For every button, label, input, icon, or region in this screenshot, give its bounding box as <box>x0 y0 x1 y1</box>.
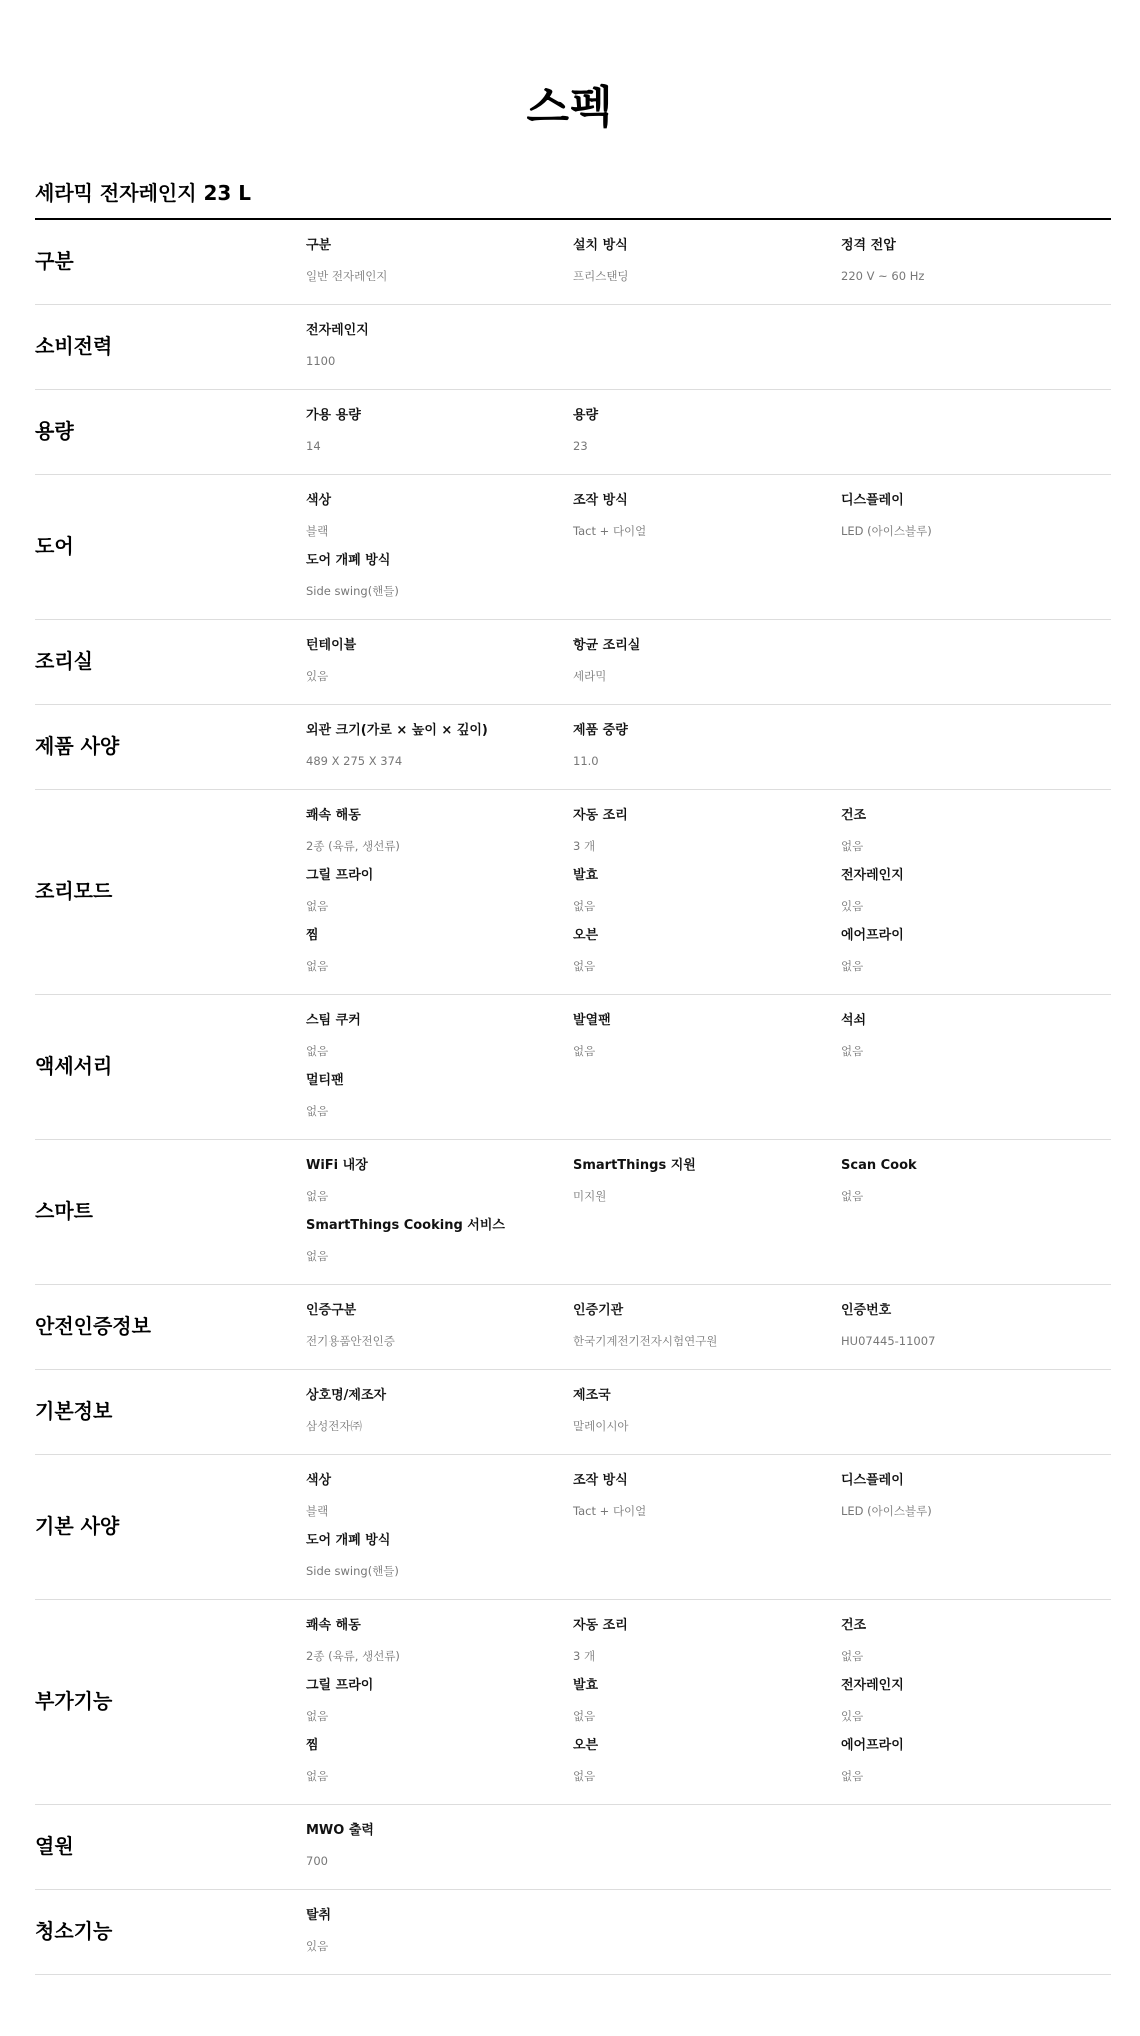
spec-row-label: 조리모드 <box>35 879 113 903</box>
spec-item-name: 정격 전압 <box>841 238 896 253</box>
spec-item-name: 그릴 프라이 <box>306 868 374 883</box>
spec-item-name: 색상 <box>306 1473 332 1488</box>
spec-item-name: 조작 방식 <box>573 1473 628 1488</box>
spec-item <box>573 1736 841 1786</box>
spec-item <box>573 806 841 856</box>
spec-row <box>35 1890 1111 1975</box>
spec-item-name: 인증기관 <box>573 1303 624 1318</box>
spec-item <box>306 491 573 541</box>
spec-row-items <box>306 721 1111 771</box>
spec-item-value: 삼성전자㈜ <box>306 1419 362 1433</box>
spec-item-value: 23 <box>573 439 588 453</box>
spec-row-items <box>306 636 1111 686</box>
spec-item-name: 에어프라이 <box>841 928 904 943</box>
spec-item-name: 전자레인지 <box>841 868 904 883</box>
spec-item <box>573 1386 841 1436</box>
spec-item-name: 스팀 쿠커 <box>306 1013 361 1028</box>
spec-item-value: 없음 <box>573 899 596 913</box>
spec-row <box>35 1805 1111 1890</box>
spec-item <box>306 1011 573 1061</box>
spec-item <box>306 636 573 686</box>
spec-item <box>573 491 841 541</box>
spec-item-name: 자동 조리 <box>573 808 628 823</box>
spec-item <box>306 236 573 286</box>
spec-row <box>35 1370 1111 1455</box>
spec-item-value: LED (아이스블루) <box>841 524 932 538</box>
spec-item <box>306 1071 573 1121</box>
spec-item-value: Side swing(핸들) <box>306 584 399 598</box>
spec-item-value: 2종 (육류, 생선류) <box>306 1649 400 1663</box>
spec-item-name: SmartThings 지원 <box>573 1158 696 1173</box>
spec-item-value: 700 <box>306 1854 328 1868</box>
spec-row-label: 조리실 <box>35 649 93 673</box>
spec-item <box>306 321 573 371</box>
spec-row-items <box>306 1386 1111 1436</box>
spec-item-name: 전자레인지 <box>306 323 369 338</box>
spec-row-items <box>306 236 1111 286</box>
spec-item-value: 있음 <box>306 1939 329 1953</box>
spec-item <box>573 1011 841 1061</box>
spec-item-value: 일반 전자레인지 <box>306 269 388 283</box>
spec-item-name: SmartThings Cooking 서비스 <box>306 1218 505 1233</box>
spec-row-label: 제품 사양 <box>35 734 120 758</box>
spec-item-name: 인증번호 <box>841 1303 892 1318</box>
spec-item <box>573 236 841 286</box>
spec-item-value: 1100 <box>306 354 336 368</box>
spec-item <box>306 1156 573 1206</box>
spec-item-value: 없음 <box>306 1189 329 1203</box>
product-name: 세라믹 전자레인지 23 L <box>35 181 252 205</box>
spec-item-name: 턴테이블 <box>306 638 357 653</box>
spec-item-name: 구분 <box>306 238 332 253</box>
spec-item <box>841 806 1111 856</box>
spec-item-name: 제품 중량 <box>573 723 628 738</box>
spec-row-label: 소비전력 <box>35 334 113 358</box>
spec-item-value: Tact + 다이얼 <box>573 524 647 538</box>
spec-row <box>35 1140 1111 1285</box>
spec-item-value: 없음 <box>573 1709 596 1723</box>
spec-item-value: 없음 <box>841 839 864 853</box>
page-title: 스펙 <box>526 82 614 133</box>
spec-item-name: 조작 방식 <box>573 493 628 508</box>
spec-item <box>841 236 1111 286</box>
spec-item <box>841 491 1111 541</box>
spec-item <box>306 806 573 856</box>
spec-item-value: 없음 <box>841 1649 864 1663</box>
spec-row-items <box>306 806 1111 976</box>
spec-item <box>841 1301 1111 1351</box>
spec-item-value: 없음 <box>306 959 329 973</box>
spec-item-name: 건조 <box>841 808 867 823</box>
spec-item-name: 외관 크기(가로 × 높이 × 깊이) <box>306 723 488 738</box>
spec-row <box>35 220 1111 305</box>
spec-row-items <box>306 491 1111 601</box>
spec-row <box>35 705 1111 790</box>
spec-item-name: 전자레인지 <box>841 1678 904 1693</box>
spec-item-name: 발열팬 <box>573 1013 611 1028</box>
spec-item-value: 한국기계전기전자시험연구원 <box>573 1334 718 1348</box>
spec-item-value: 세라믹 <box>573 669 607 683</box>
spec-item <box>306 1676 573 1726</box>
spec-row-label: 열원 <box>35 1834 74 1858</box>
spec-item <box>841 1011 1111 1061</box>
spec-item-value: 없음 <box>306 1104 329 1118</box>
spec-item-name: 색상 <box>306 493 332 508</box>
spec-row-label: 스마트 <box>35 1199 93 1223</box>
spec-item-value: 없음 <box>306 1249 329 1263</box>
spec-row <box>35 475 1111 620</box>
spec-item <box>841 1676 1111 1726</box>
spec-item <box>306 551 573 601</box>
spec-item-name: 도어 개폐 방식 <box>306 1533 391 1548</box>
spec-item-name: 디스플레이 <box>841 1473 904 1488</box>
spec-row-label: 기본정보 <box>35 1399 113 1423</box>
spec-item <box>573 866 841 916</box>
spec-item-name: 오븐 <box>573 1738 599 1753</box>
spec-item-value: 없음 <box>306 1044 329 1058</box>
spec-item-name: 에어프라이 <box>841 1738 904 1753</box>
spec-item-value: 없음 <box>841 959 864 973</box>
spec-item-value: 없음 <box>841 1044 864 1058</box>
spec-item-value: 블랙 <box>306 1504 329 1518</box>
spec-item-value: 있음 <box>306 669 329 683</box>
spec-item <box>306 1616 573 1666</box>
spec-row-label: 도어 <box>35 534 74 558</box>
spec-item-name: 상호명/제조자 <box>306 1388 387 1403</box>
spec-item <box>573 406 841 456</box>
spec-row <box>35 1600 1111 1805</box>
spec-item <box>306 1216 573 1266</box>
spec-item-name: 찜 <box>306 1738 319 1753</box>
spec-item-value: 3 개 <box>573 1649 596 1663</box>
spec-item <box>573 1616 841 1666</box>
spec-item-name: Scan Cook <box>841 1158 917 1173</box>
spec-row-items <box>306 1471 1111 1581</box>
spec-item <box>306 406 573 456</box>
spec-item-value: 없음 <box>841 1769 864 1783</box>
spec-row-items <box>306 1616 1111 1786</box>
spec-item <box>306 926 573 976</box>
spec-item <box>573 1471 841 1521</box>
spec-item-name: 쾌속 해동 <box>306 1618 361 1633</box>
spec-item-name: 인증구분 <box>306 1303 357 1318</box>
spec-item <box>573 926 841 976</box>
spec-item-value: 2종 (육류, 생선류) <box>306 839 400 853</box>
spec-item <box>841 1156 1111 1206</box>
spec-item <box>841 1616 1111 1666</box>
spec-item-name: 설치 방식 <box>573 238 628 253</box>
spec-item-value: 11.0 <box>573 754 599 768</box>
spec-item-value: 프리스탠딩 <box>573 269 629 283</box>
spec-row-items <box>306 1301 1111 1351</box>
spec-item <box>306 1821 573 1871</box>
spec-item <box>306 866 573 916</box>
spec-row <box>35 790 1111 995</box>
spec-item-name: 쾌속 해동 <box>306 808 361 823</box>
spec-item-name: WiFi 내장 <box>306 1158 368 1173</box>
spec-row-items <box>306 1011 1111 1121</box>
spec-item-name: 도어 개폐 방식 <box>306 553 391 568</box>
spec-row-items <box>306 321 1111 371</box>
spec-item-name: 찜 <box>306 928 319 943</box>
spec-item-value: 14 <box>306 439 321 453</box>
spec-item <box>573 1676 841 1726</box>
spec-item <box>573 636 841 686</box>
spec-item-name: 그릴 프라이 <box>306 1678 374 1693</box>
spec-item-value: 489 X 275 X 374 <box>306 754 403 768</box>
spec-row <box>35 620 1111 705</box>
spec-row-label: 부가기능 <box>35 1689 113 1713</box>
spec-item <box>841 866 1111 916</box>
spec-row <box>35 1455 1111 1600</box>
spec-item-name: 용량 <box>573 408 599 423</box>
spec-item-value: 말레이시아 <box>573 1419 629 1433</box>
spec-row-label: 구분 <box>35 249 74 273</box>
spec-row-label: 기본 사양 <box>35 1514 120 1538</box>
spec-item-name: 발효 <box>573 1678 599 1693</box>
spec-item-value: 없음 <box>573 959 596 973</box>
spec-row-items <box>306 406 1111 456</box>
spec-item-name: 탈취 <box>306 1908 332 1923</box>
spec-item-value: 미지원 <box>573 1189 607 1203</box>
spec-item-value: 없음 <box>573 1044 596 1058</box>
spec-item <box>306 1906 573 1956</box>
spec-item <box>573 721 841 771</box>
spec-row <box>35 390 1111 475</box>
spec-item-value: 없음 <box>306 1769 329 1783</box>
spec-row-items <box>306 1906 1111 1956</box>
spec-item-name: 자동 조리 <box>573 1618 628 1633</box>
spec-row-label: 액세서리 <box>35 1054 113 1078</box>
spec-item-name: 건조 <box>841 1618 867 1633</box>
spec-table <box>35 218 1111 1975</box>
spec-item <box>306 721 573 771</box>
spec-item <box>306 1736 573 1786</box>
spec-item-name: 가용 용량 <box>306 408 361 423</box>
spec-row <box>35 305 1111 390</box>
spec-item <box>573 1156 841 1206</box>
spec-item <box>306 1301 573 1351</box>
spec-item <box>306 1386 573 1436</box>
spec-item <box>841 926 1111 976</box>
spec-item-value: 블랙 <box>306 524 329 538</box>
spec-item <box>573 1301 841 1351</box>
spec-item-value: 있음 <box>841 899 864 913</box>
spec-item-name: 석쇠 <box>841 1013 867 1028</box>
spec-item <box>841 1471 1111 1521</box>
spec-item-value: 있음 <box>841 1709 864 1723</box>
spec-item <box>306 1531 573 1581</box>
spec-row-label: 안전인증정보 <box>35 1314 151 1338</box>
spec-row <box>35 1285 1111 1370</box>
spec-item-value: LED (아이스블루) <box>841 1504 932 1518</box>
spec-item-value: 3 개 <box>573 839 596 853</box>
spec-item-value: Side swing(핸들) <box>306 1564 399 1578</box>
spec-item-value: 없음 <box>841 1189 864 1203</box>
spec-item-value: HU07445-11007 <box>841 1334 936 1348</box>
spec-item-name: 오븐 <box>573 928 599 943</box>
spec-item-name: 디스플레이 <box>841 493 904 508</box>
spec-item-value: 220 V ~ 60 Hz <box>841 269 925 283</box>
spec-item-name: 멀티팬 <box>306 1073 344 1088</box>
spec-item-value: 전기용품안전인증 <box>306 1334 395 1348</box>
spec-item-value: 없음 <box>573 1769 596 1783</box>
spec-item-name: 발효 <box>573 868 599 883</box>
spec-item-name: 항균 조리실 <box>573 638 641 653</box>
spec-item-name: MWO 출력 <box>306 1823 374 1838</box>
spec-item-value: Tact + 다이얼 <box>573 1504 647 1518</box>
spec-row-items <box>306 1821 1111 1871</box>
spec-row <box>35 995 1111 1140</box>
spec-item-name: 제조국 <box>573 1388 611 1403</box>
spec-row-label: 용량 <box>35 419 74 443</box>
spec-item-value: 없음 <box>306 899 329 913</box>
spec-item <box>841 1736 1111 1786</box>
spec-row-items <box>306 1156 1111 1266</box>
spec-item-value: 없음 <box>306 1709 329 1723</box>
spec-item <box>306 1471 573 1521</box>
spec-row-label: 청소기능 <box>35 1919 113 1943</box>
